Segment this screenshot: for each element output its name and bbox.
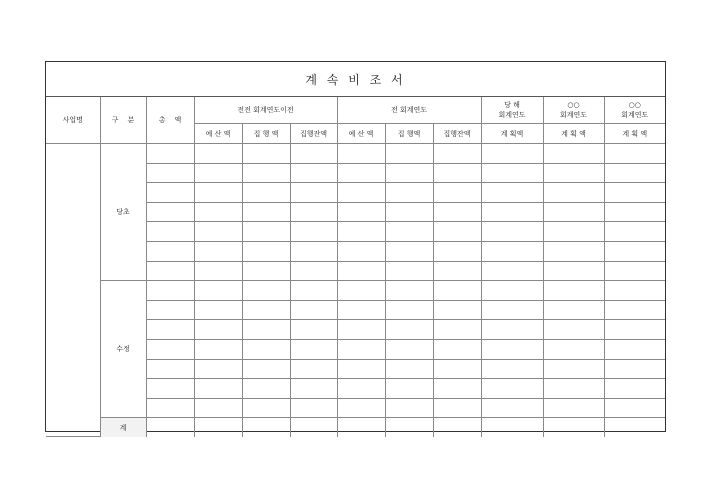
cell[interactable] bbox=[290, 320, 337, 340]
cell[interactable] bbox=[146, 359, 194, 379]
cell[interactable] bbox=[433, 183, 481, 203]
cell[interactable] bbox=[290, 202, 337, 222]
cell[interactable] bbox=[433, 241, 481, 261]
group-revised: 수정 bbox=[100, 281, 146, 418]
cell[interactable] bbox=[433, 144, 481, 164]
cell[interactable] bbox=[481, 418, 543, 437]
cell[interactable] bbox=[290, 183, 337, 203]
header-pp-remaining: 집행잔액 bbox=[290, 124, 337, 144]
cell[interactable] bbox=[194, 222, 242, 242]
cell[interactable] bbox=[290, 418, 337, 437]
cell[interactable] bbox=[242, 144, 290, 164]
header-pp-budget: 예 산 액 bbox=[194, 124, 242, 144]
cell[interactable] bbox=[194, 241, 242, 261]
cell[interactable] bbox=[146, 320, 194, 340]
cell[interactable] bbox=[337, 281, 385, 301]
cell[interactable] bbox=[290, 281, 337, 301]
cell[interactable] bbox=[604, 261, 665, 281]
cell[interactable] bbox=[146, 163, 194, 183]
cell[interactable] bbox=[146, 183, 194, 203]
cell[interactable] bbox=[604, 241, 665, 261]
cell[interactable] bbox=[242, 241, 290, 261]
cell[interactable] bbox=[194, 320, 242, 340]
table-row bbox=[46, 281, 665, 301]
cell[interactable] bbox=[194, 339, 242, 359]
cell[interactable] bbox=[604, 281, 665, 301]
table-row bbox=[46, 144, 665, 164]
cell[interactable] bbox=[385, 398, 433, 418]
cell[interactable] bbox=[146, 202, 194, 222]
cell[interactable] bbox=[433, 163, 481, 183]
header-row-1 bbox=[46, 97, 665, 124]
cell[interactable] bbox=[146, 222, 194, 242]
cell[interactable] bbox=[543, 359, 604, 379]
cell[interactable] bbox=[543, 320, 604, 340]
cell[interactable] bbox=[481, 359, 543, 379]
cell[interactable] bbox=[337, 202, 385, 222]
header-future-year-2 bbox=[604, 97, 665, 124]
cell[interactable] bbox=[433, 379, 481, 399]
cell[interactable] bbox=[146, 418, 194, 437]
header-future-year-1 bbox=[543, 97, 604, 124]
cell[interactable] bbox=[337, 379, 385, 399]
cell[interactable] bbox=[543, 398, 604, 418]
cell[interactable] bbox=[242, 379, 290, 399]
cell[interactable] bbox=[543, 339, 604, 359]
cell[interactable] bbox=[433, 261, 481, 281]
cell[interactable] bbox=[337, 163, 385, 183]
cell[interactable] bbox=[433, 398, 481, 418]
header-current-year-line2: 회계연도 bbox=[498, 111, 526, 119]
cell[interactable] bbox=[194, 163, 242, 183]
header-future1-plan: 계 획 액 bbox=[543, 124, 604, 144]
header-business-name: 사업명 bbox=[46, 97, 100, 144]
cell[interactable] bbox=[385, 359, 433, 379]
cell[interactable] bbox=[194, 183, 242, 203]
cell[interactable] bbox=[242, 261, 290, 281]
cell[interactable] bbox=[385, 379, 433, 399]
cell[interactable] bbox=[385, 144, 433, 164]
cell[interactable] bbox=[242, 398, 290, 418]
cell[interactable] bbox=[194, 261, 242, 281]
cell[interactable] bbox=[604, 398, 665, 418]
cell[interactable] bbox=[604, 320, 665, 340]
cell[interactable] bbox=[604, 202, 665, 222]
cell[interactable] bbox=[481, 300, 543, 320]
group-original: 당초 bbox=[100, 144, 146, 281]
cell[interactable] bbox=[194, 202, 242, 222]
cell[interactable] bbox=[604, 222, 665, 242]
cell[interactable] bbox=[481, 398, 543, 418]
cell[interactable] bbox=[433, 300, 481, 320]
cell[interactable] bbox=[385, 300, 433, 320]
cell[interactable] bbox=[481, 261, 543, 281]
cell[interactable] bbox=[543, 418, 604, 437]
cell[interactable] bbox=[604, 300, 665, 320]
cell[interactable] bbox=[290, 379, 337, 399]
cell[interactable] bbox=[194, 398, 242, 418]
cell[interactable] bbox=[146, 398, 194, 418]
cell[interactable] bbox=[146, 241, 194, 261]
header-future2-plan: 계 획 액 bbox=[604, 124, 665, 144]
cell[interactable] bbox=[481, 241, 543, 261]
cell[interactable] bbox=[385, 339, 433, 359]
cell[interactable] bbox=[290, 261, 337, 281]
cell[interactable] bbox=[604, 359, 665, 379]
cell[interactable] bbox=[433, 339, 481, 359]
header-pp-execution: 집 행 액 bbox=[242, 124, 290, 144]
cell[interactable] bbox=[337, 144, 385, 164]
cell[interactable] bbox=[242, 163, 290, 183]
header-category: 구 분 bbox=[100, 97, 146, 144]
group-total: 계 bbox=[100, 418, 146, 437]
cell[interactable] bbox=[385, 163, 433, 183]
cell[interactable] bbox=[543, 163, 604, 183]
header-future-year-1-line2: 회계연도 bbox=[559, 111, 588, 119]
header-prev-prev-year: 전전 회계연도이전 bbox=[194, 97, 337, 124]
cell[interactable] bbox=[385, 202, 433, 222]
cell[interactable] bbox=[146, 144, 194, 164]
cell[interactable] bbox=[194, 418, 242, 437]
cell[interactable] bbox=[290, 398, 337, 418]
cell[interactable] bbox=[481, 320, 543, 340]
cell[interactable] bbox=[337, 359, 385, 379]
cell[interactable] bbox=[481, 339, 543, 359]
cell[interactable] bbox=[290, 222, 337, 242]
cell[interactable] bbox=[543, 144, 604, 164]
cell[interactable] bbox=[290, 339, 337, 359]
cell[interactable] bbox=[543, 281, 604, 301]
header-future-year-1-line1: ○○ bbox=[567, 101, 580, 109]
cell[interactable] bbox=[433, 418, 481, 437]
cell[interactable] bbox=[337, 261, 385, 281]
header-future-year-2-line1: ○○ bbox=[628, 101, 641, 109]
cell[interactable] bbox=[194, 300, 242, 320]
cell[interactable] bbox=[242, 222, 290, 242]
cell[interactable] bbox=[337, 339, 385, 359]
continuing-expenditure-form bbox=[45, 61, 666, 432]
cell[interactable] bbox=[604, 144, 665, 164]
cell[interactable] bbox=[337, 418, 385, 437]
cell[interactable] bbox=[194, 144, 242, 164]
cell[interactable] bbox=[146, 281, 194, 301]
cell[interactable] bbox=[481, 163, 543, 183]
cell[interactable] bbox=[290, 144, 337, 164]
cell[interactable] bbox=[481, 281, 543, 301]
cell[interactable] bbox=[433, 281, 481, 301]
cell[interactable] bbox=[242, 339, 290, 359]
header-p-budget: 예 산 액 bbox=[337, 124, 385, 144]
cell[interactable] bbox=[604, 339, 665, 359]
cell[interactable] bbox=[290, 359, 337, 379]
cell[interactable] bbox=[481, 183, 543, 203]
cell[interactable] bbox=[242, 183, 290, 203]
header-prev-year: 전 회계연도 bbox=[337, 97, 481, 124]
cell[interactable] bbox=[385, 281, 433, 301]
cell[interactable] bbox=[433, 320, 481, 340]
cell[interactable] bbox=[337, 320, 385, 340]
cell[interactable] bbox=[604, 163, 665, 183]
cell[interactable] bbox=[481, 144, 543, 164]
cell[interactable] bbox=[290, 163, 337, 183]
cell[interactable] bbox=[337, 183, 385, 203]
cell[interactable] bbox=[337, 398, 385, 418]
cell[interactable] bbox=[337, 300, 385, 320]
cell[interactable] bbox=[337, 222, 385, 242]
cell[interactable] bbox=[543, 261, 604, 281]
cell[interactable] bbox=[194, 359, 242, 379]
cell[interactable] bbox=[385, 183, 433, 203]
cell[interactable] bbox=[194, 379, 242, 399]
cell[interactable] bbox=[481, 222, 543, 242]
cell[interactable] bbox=[543, 379, 604, 399]
cell[interactable] bbox=[481, 379, 543, 399]
header-p-execution: 집 행액 bbox=[385, 124, 433, 144]
cell[interactable] bbox=[604, 418, 665, 437]
cell[interactable] bbox=[433, 222, 481, 242]
cell[interactable] bbox=[385, 222, 433, 242]
cell[interactable] bbox=[290, 300, 337, 320]
header-current-plan: 계 획액 bbox=[481, 124, 543, 144]
cell[interactable] bbox=[543, 183, 604, 203]
cell[interactable] bbox=[242, 320, 290, 340]
form-title: 계 속 비 조 서 bbox=[46, 62, 665, 97]
cell[interactable] bbox=[242, 281, 290, 301]
cell[interactable] bbox=[385, 241, 433, 261]
header-p-remaining: 집행잔액 bbox=[433, 124, 481, 144]
cell[interactable] bbox=[433, 359, 481, 379]
cell[interactable] bbox=[290, 241, 337, 261]
expenditure-table bbox=[46, 97, 665, 437]
cell[interactable] bbox=[194, 281, 242, 301]
cell[interactable] bbox=[543, 222, 604, 242]
cell[interactable] bbox=[146, 261, 194, 281]
cell[interactable] bbox=[242, 300, 290, 320]
cell[interactable] bbox=[385, 320, 433, 340]
header-current-year-line1: 당 해 bbox=[504, 101, 520, 109]
cell[interactable] bbox=[385, 261, 433, 281]
header-current-year bbox=[481, 97, 543, 124]
cell[interactable] bbox=[604, 183, 665, 203]
cell[interactable] bbox=[543, 202, 604, 222]
header-future-year-2-line2: 회계연도 bbox=[621, 111, 649, 119]
cell[interactable] bbox=[385, 418, 433, 437]
cell[interactable] bbox=[543, 241, 604, 261]
cell[interactable] bbox=[242, 418, 290, 437]
cell[interactable] bbox=[337, 241, 385, 261]
header-total: 총 액 bbox=[146, 97, 194, 144]
cell[interactable] bbox=[242, 202, 290, 222]
cell[interactable] bbox=[481, 202, 543, 222]
cell[interactable] bbox=[146, 339, 194, 359]
cell[interactable] bbox=[543, 300, 604, 320]
business-name-cell[interactable] bbox=[46, 144, 100, 437]
cell[interactable] bbox=[604, 379, 665, 399]
total-row bbox=[46, 418, 665, 437]
cell[interactable] bbox=[242, 359, 290, 379]
cell[interactable] bbox=[146, 379, 194, 399]
cell[interactable] bbox=[433, 202, 481, 222]
cell[interactable] bbox=[146, 300, 194, 320]
